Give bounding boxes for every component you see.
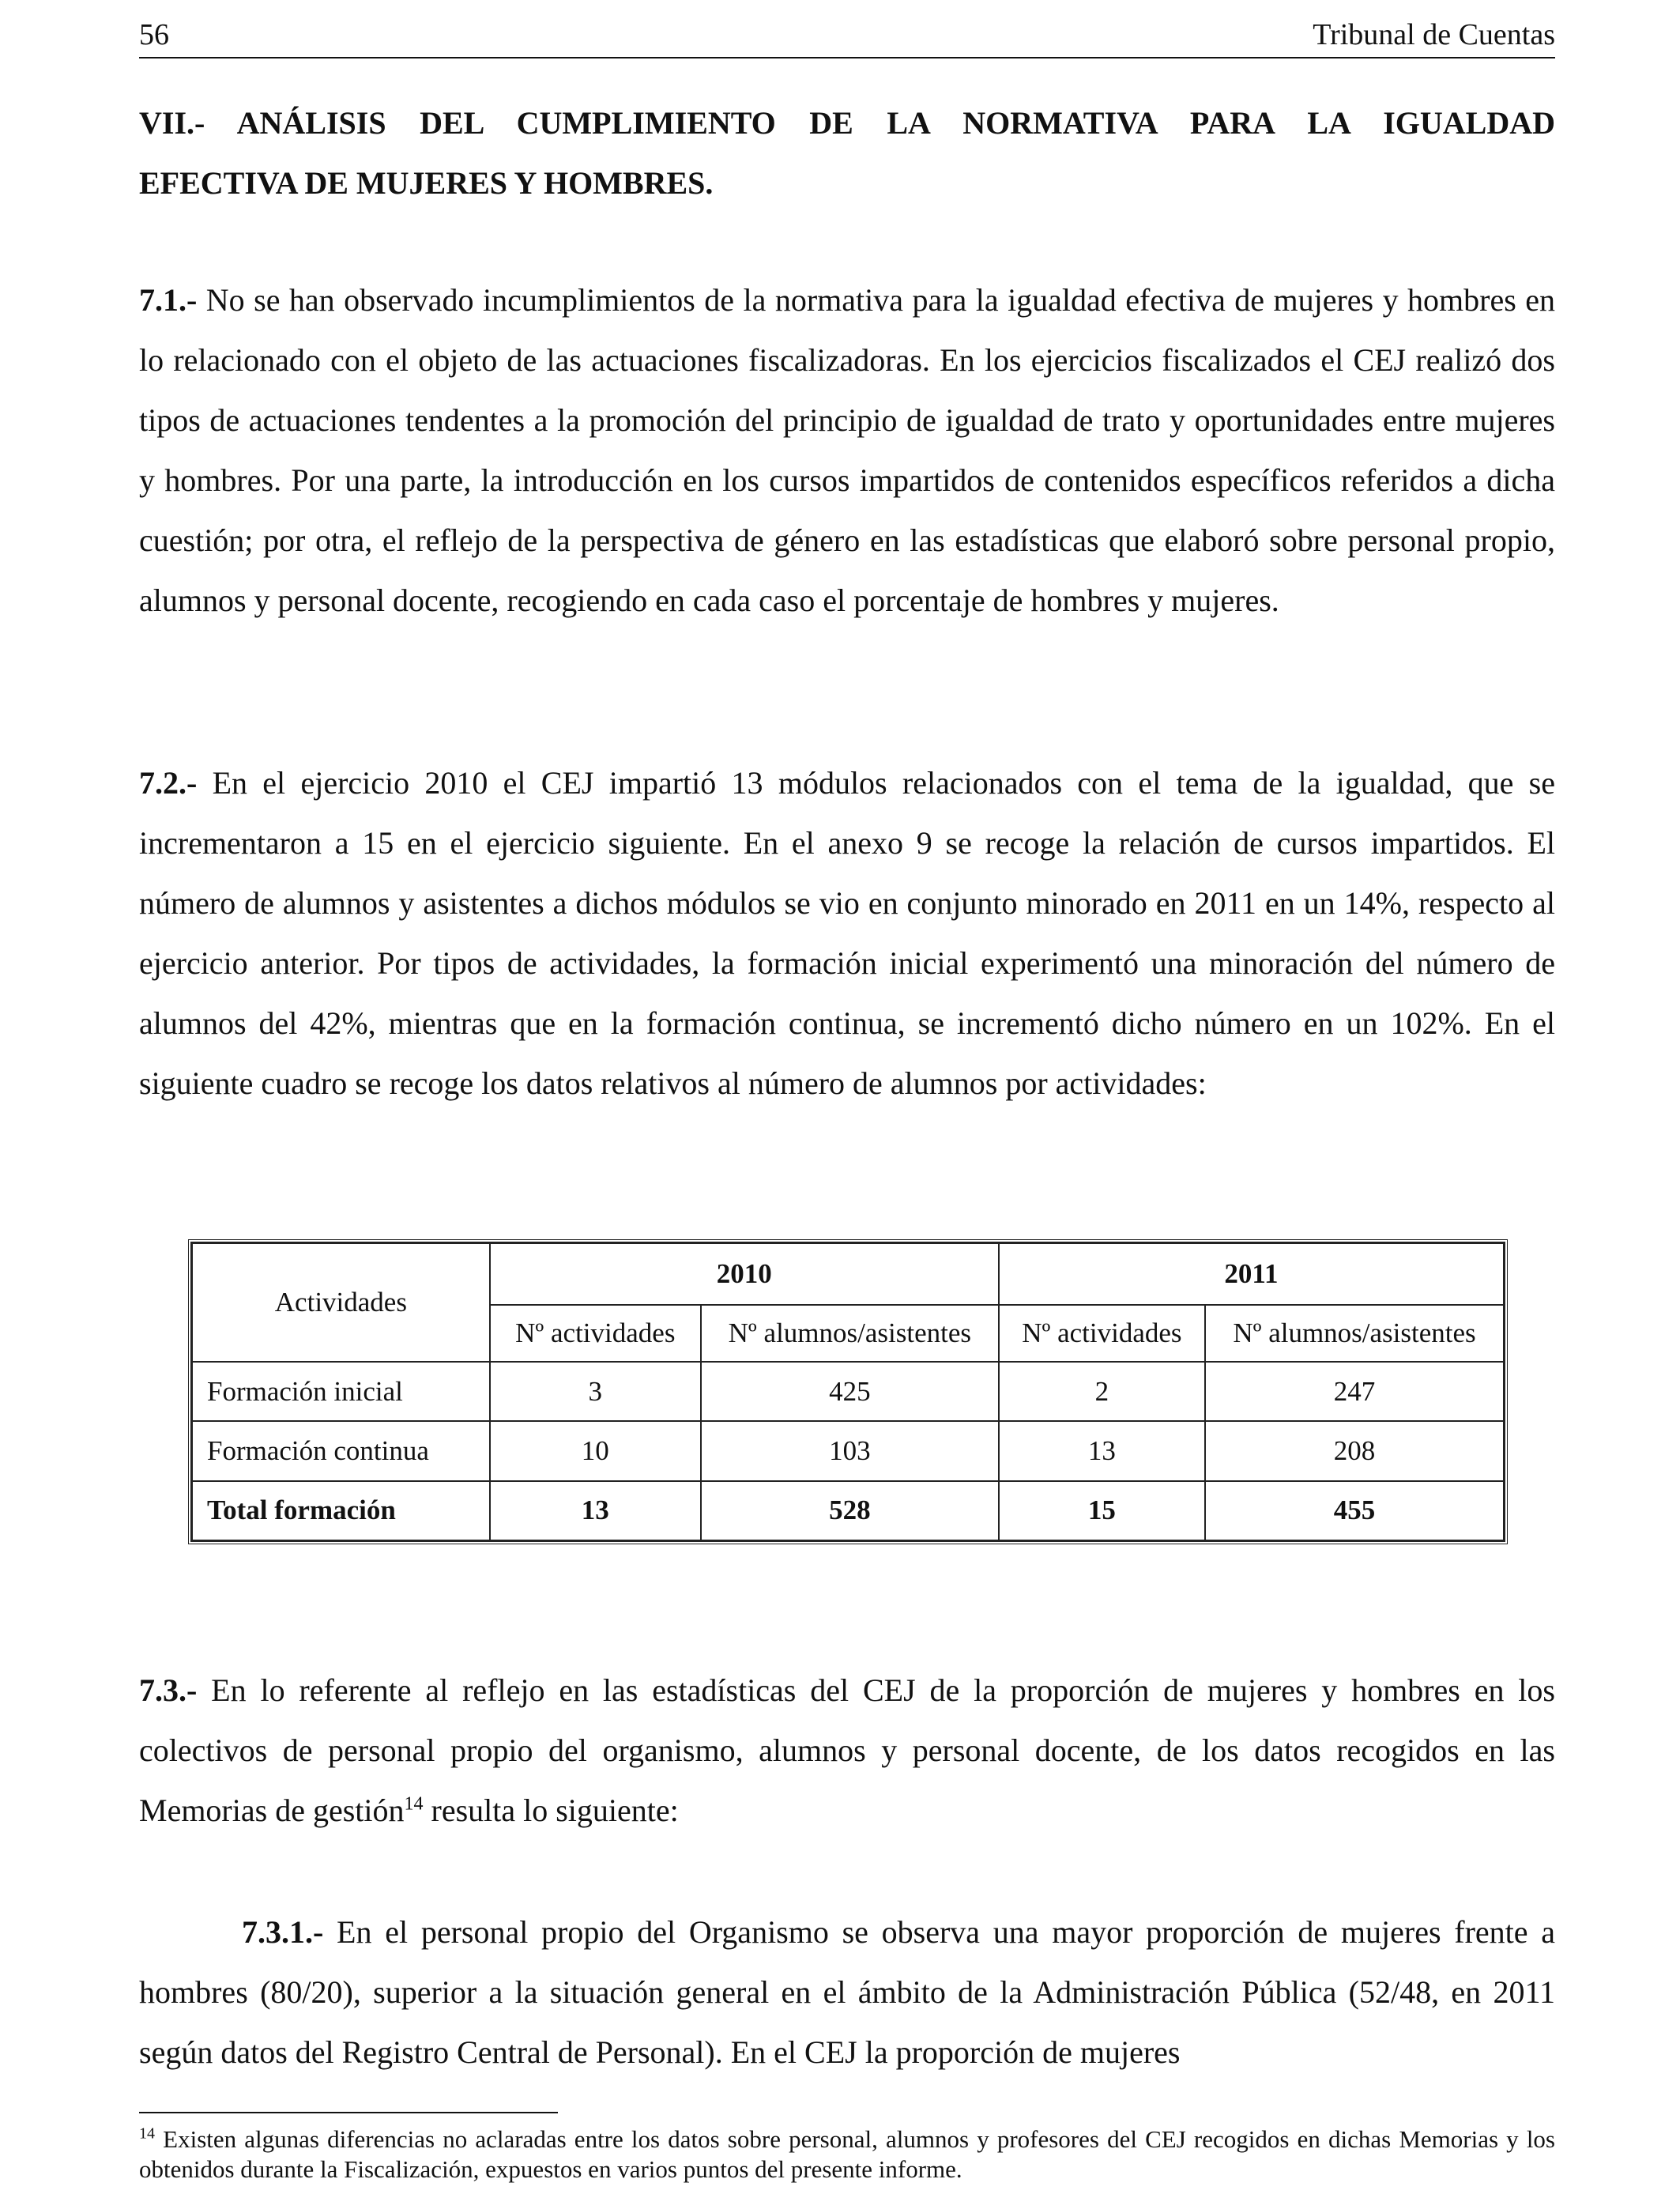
- footnote-reference[interactable]: 14: [404, 1793, 424, 1815]
- paragraph-7-1-text: No se han observado incumplimientos de la normativa para la igualdad efectiva de mujeres y hombres en lo relacionado con el objeto de las actuaciones fiscalizadoras. En los ejercicios fiscalizados el CEJ realizó dos tipos de actuaciones tendentes a la promoción del principio de igualdad de trato y oportunidades entre mujeres y hombres. Por una parte, la introducción en los cursos impartidos de contenidos específicos referidos a dicha cuestión; por otra, el reflejo de la perspectiva de género en las estadísticas que elaboró sobre personal propio, alumnos y personal docente, recogiendo en cada caso el porcentaje de hombres y mujeres.: [139, 282, 1555, 618]
- paragraph-7-3: [139, 1661, 1555, 1841]
- paragraph-7-2: [139, 753, 1555, 1114]
- paragraph-7-3-1-label: 7.3.1.-: [242, 1914, 324, 1950]
- activities-table: [188, 1239, 1508, 1544]
- paragraph-7-3-1: [139, 1902, 1555, 2083]
- header-year-2011: 2011: [999, 1243, 1504, 1305]
- paragraph-7-3-text-end: resulta lo siguiente:: [423, 1793, 679, 1828]
- cell-value: 103: [701, 1421, 999, 1480]
- footnote: [139, 2124, 1555, 2185]
- paragraph-7-1: [139, 270, 1555, 631]
- paragraph-7-2-label: 7.2.-: [139, 765, 198, 801]
- cell-value: 13: [999, 1421, 1205, 1480]
- cell-value: 3: [490, 1362, 701, 1421]
- footnote-divider: [139, 2112, 558, 2113]
- page-number: 56: [139, 18, 169, 51]
- subheader-activities-2010: Nº actividades: [490, 1305, 701, 1362]
- paragraph-7-3-1-text: En el personal propio del Organismo se observa una mayor proporción de mujeres frente a hombres (80/20), superior a la situación general en el ámbito de la Administración Pública (52/48, en 2011 según datos del Registro Central de Personal). En el CEJ la proporción de mujeres: [139, 1914, 1555, 2070]
- subheader-students-2010: Nº alumnos/asistentes: [701, 1305, 999, 1362]
- section-title-line2: EFECTIVA DE MUJERES Y HOMBRES.: [139, 165, 714, 201]
- table-row: [192, 1362, 1504, 1421]
- subheader-activities-2011: Nº actividades: [999, 1305, 1205, 1362]
- footnote-text: Existen algunas diferencias no aclaradas entre los datos sobre personal, alumnos y profesores del CEJ recogidos en dichas Memorias y los obtenidos durante la Fiscalización, expuestos en varios puntos del presente informe.: [139, 2125, 1555, 2183]
- header-year-2010: 2010: [490, 1243, 999, 1305]
- table-row-total: [192, 1481, 1504, 1540]
- cell-value: 208: [1205, 1421, 1504, 1480]
- cell-value: 247: [1205, 1362, 1504, 1421]
- page-header: [139, 16, 1555, 58]
- header-activities: Actividades: [192, 1243, 490, 1362]
- subheader-students-2011: Nº alumnos/asistentes: [1205, 1305, 1504, 1362]
- section-title-line1: VII.- ANÁLISIS DEL CUMPLIMIENTO DE LA NORMATIVA PARA LA IGUALDAD: [139, 105, 1555, 141]
- section-title: [139, 93, 1555, 213]
- cell-value: 10: [490, 1421, 701, 1480]
- cell-value: 2: [999, 1362, 1205, 1421]
- cell-value: 425: [701, 1362, 999, 1421]
- paragraph-7-2-text: En el ejercicio 2010 el CEJ impartió 13 módulos relacionados con el tema de la igualdad, que se incrementaron a 15 en el ejercicio siguiente. En el anexo 9 se recoge la relación de cursos impartidos. El número de alumnos y asistentes a dichos módulos se vio en conjunto minorado en 2011 en un 14%, respecto al ejercicio anterior. Por tipos de actividades, la formación inicial experimentó una minoración del número de alumnos del 42%, mientras que en la formación continua, se incrementó dicho número en un 102%. En el siguiente cuadro se recoge los datos relativos al número de alumnos por actividades:: [139, 765, 1555, 1101]
- row-label: Total formación: [192, 1481, 490, 1540]
- table-row: [192, 1421, 1504, 1480]
- paragraph-7-1-label: 7.1.-: [139, 282, 198, 318]
- paragraph-7-3-text: En lo referente al reflejo en las estadísticas del CEJ de la proporción de mujeres y hombres en los colectivos de personal propio del organismo, alumnos y personal docente, de los datos recogidos en las Memorias de gestión: [139, 1672, 1555, 1828]
- cell-value: 528: [701, 1481, 999, 1540]
- paragraph-7-3-label: 7.3.-: [139, 1672, 198, 1708]
- cell-value: 13: [490, 1481, 701, 1540]
- row-label: Formación continua: [192, 1421, 490, 1480]
- header-institution: Tribunal de Cuentas: [1313, 18, 1555, 51]
- cell-value: 455: [1205, 1481, 1504, 1540]
- row-label: Formación inicial: [192, 1362, 490, 1421]
- cell-value: 15: [999, 1481, 1205, 1540]
- footnote-number: 14: [139, 2124, 155, 2143]
